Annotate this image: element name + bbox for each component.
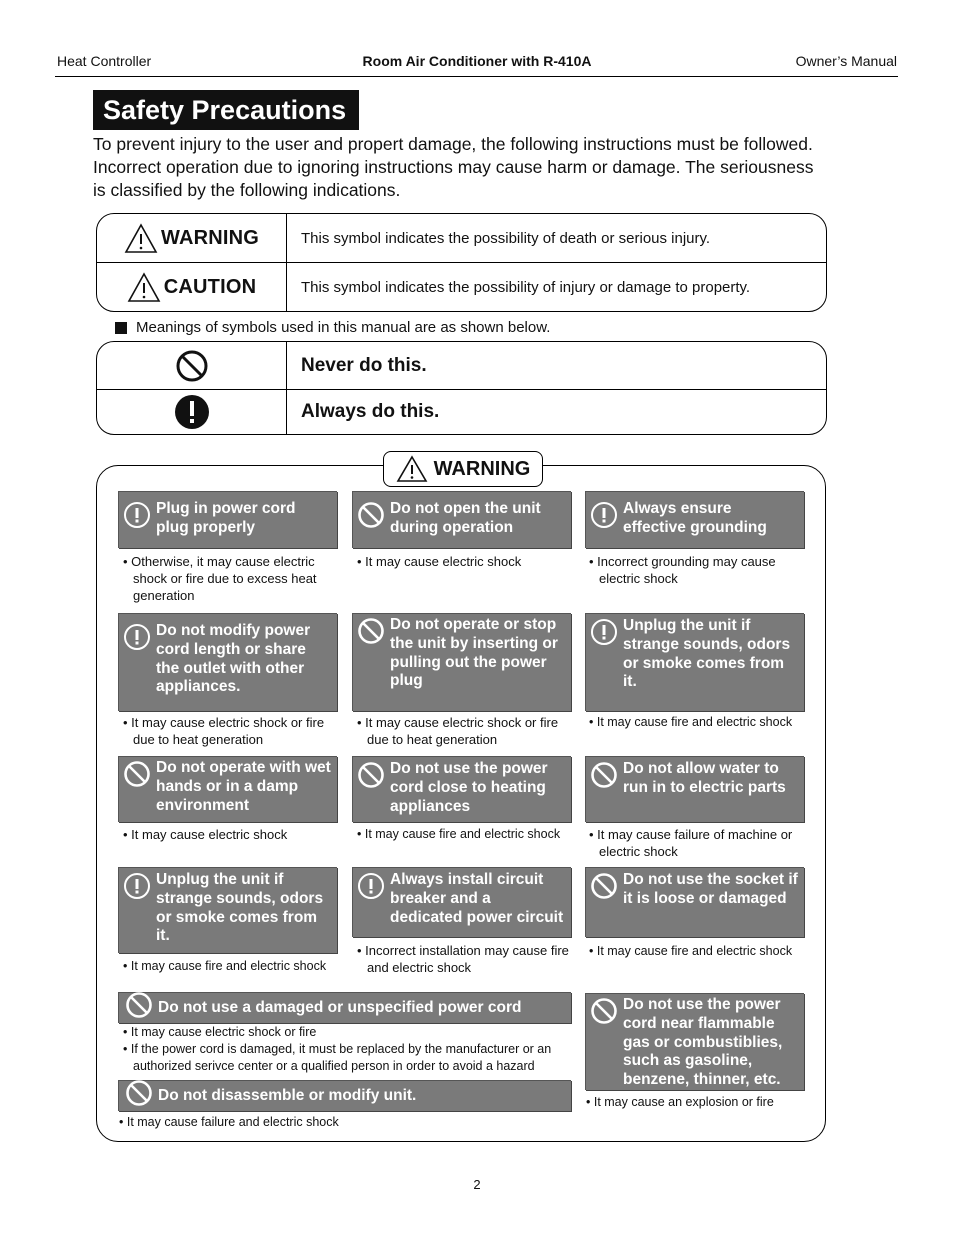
warning-card [352,613,571,711]
prohibited-icon [125,1079,153,1113]
card-title: Do not use the socket if it is loose or damaged [623,871,798,907]
warning-triangle-icon [124,223,158,254]
warning-triangle-icon [396,455,428,483]
bullet-square-icon [115,322,127,334]
prohibited-icon [357,617,385,651]
card-note: • It may cause fire and electric shock [589,715,793,729]
prohibited-icon [357,501,385,535]
prohibited-icon [175,349,209,383]
warning-card [585,867,804,937]
prohibited-icon [590,997,618,1031]
card-note: • It may cause electric shock or fire due to heat generation [357,715,559,747]
card-note: • Incorrect installation may cause fire and electric shock [357,943,569,975]
card-title: Do not modify power cord length or share the outlet with other appliances. [156,622,311,696]
meanings-note-text: Meanings of symbols used in this manual are as shown below. [136,319,551,336]
card-note: • Otherwise, it may cause electric shock or fire due to excess heat generation [123,554,317,603]
signal-table [96,213,827,312]
card-title: Do not allow water to run in to electric parts [623,760,786,796]
signal-row-caution [97,262,826,311]
warning-description: This symbol indicates the possibility of death or serious injury. [301,229,711,247]
warning-section-tag [383,451,543,487]
card-note: • It may cause electric shock [123,827,288,842]
card-title: Unplug the unit if strange sounds, odors or smoke comes from it. [156,871,324,945]
prohibited-icon [590,872,618,906]
card-note: • Incorrect grounding may cause electric shock [589,554,776,586]
mandatory-icon [123,623,151,657]
prohibited-icon [590,761,618,795]
warning-card [585,491,804,548]
warning-card [118,867,337,953]
card-title: Do not use the power cord near flammable gas or combustiblies, such as gasoline, benzene, thinner, etc. [623,996,783,1089]
warning-card [118,613,337,711]
prohibited-icon [123,760,151,794]
card-title: Do not operate with wet hands or in a damp environment [156,759,331,814]
warning-card [352,867,571,937]
card-title: Plug in power cord plug properly [156,500,296,536]
symbols-table [96,341,827,435]
card-title: Unplug the unit if strange sounds, odors or smoke comes from it. [623,617,791,691]
header-left: Heat Controller [57,53,152,69]
warning-section-label: WARNING [433,457,531,480]
intro-paragraph: To prevent injury to the user and propert damage, the following instructions must be followed. Incorrect operation due to ignoring instructions may cause harm or damage. The seriousness is classified by the following indications. [93,134,814,200]
card-title: Do not use a damaged or unspecified power cord [158,998,522,1016]
always-do-text: Always do this. [301,401,440,422]
warning-card [118,756,337,822]
meanings-note [115,319,550,336]
card-title: Always ensure effective grounding [623,500,767,536]
mandatory-icon [123,501,151,535]
card-note: • It may cause electric shock [357,554,522,569]
mandatory-icon [590,501,618,535]
card-note: • It may cause fire and electric shock [589,944,793,958]
card-note: • It may cause an explosion or fire [586,1095,774,1109]
warning-label: WARNING [160,226,260,249]
card-note: • It may cause electric shock or fire due to heat generation [123,715,325,747]
caution-label: CAUTION [163,275,257,298]
warning-card [585,613,804,711]
symbol-row-never [97,342,826,389]
card-note: • It may cause failure and electric shock [119,1115,339,1129]
header-center: Room Air Conditioner with R-410A [362,53,592,69]
header-right: Owner’s Manual [795,53,897,69]
card-title: Do not disassemble or modify unit. [158,1086,417,1104]
card-title: Do not use the power cord close to heating appliances [390,760,548,815]
page-title: Safety Precautions [93,90,359,130]
mandatory-icon [123,872,151,906]
warning-card [352,756,571,822]
card-note: • It may cause fire and electric shock [357,827,561,841]
warning-card [118,491,337,548]
signal-row-warning [97,214,826,262]
warning-card [585,993,804,1090]
header-divider [55,76,898,77]
warning-card [352,491,571,548]
card-note: • It may cause electric shock or fire • If the power cord is damaged, it must be replaced by the manufacturer or an authorized serivce center or a qualified person in order to avoid a hazard [123,1025,552,1073]
card-note: • It may cause fire and electric shock [123,959,327,973]
card-note: • It may cause failure of machine or electric shock [589,827,793,859]
mandatory-icon [174,394,210,430]
caution-description: This symbol indicates the possibility of injury or damage to property. [301,278,751,296]
symbol-row-always [97,389,826,434]
warning-card [585,756,804,822]
prohibited-icon [357,761,385,795]
mandatory-icon [590,618,618,652]
card-title: Do not open the unit during operation [390,500,541,536]
warning-triangle-icon [127,272,161,303]
warning-card-wide [118,992,571,1023]
prohibited-icon [125,991,153,1025]
card-title: Always install circuit breaker and a dedicated power circuit [390,871,564,926]
never-do-text: Never do this. [301,354,427,376]
warning-card-wide [118,1080,571,1111]
card-title: Do not operate or stop the unit by inserting or pulling out the power plug [390,616,558,690]
mandatory-icon [357,872,385,906]
page-number: 2 [473,1177,481,1192]
